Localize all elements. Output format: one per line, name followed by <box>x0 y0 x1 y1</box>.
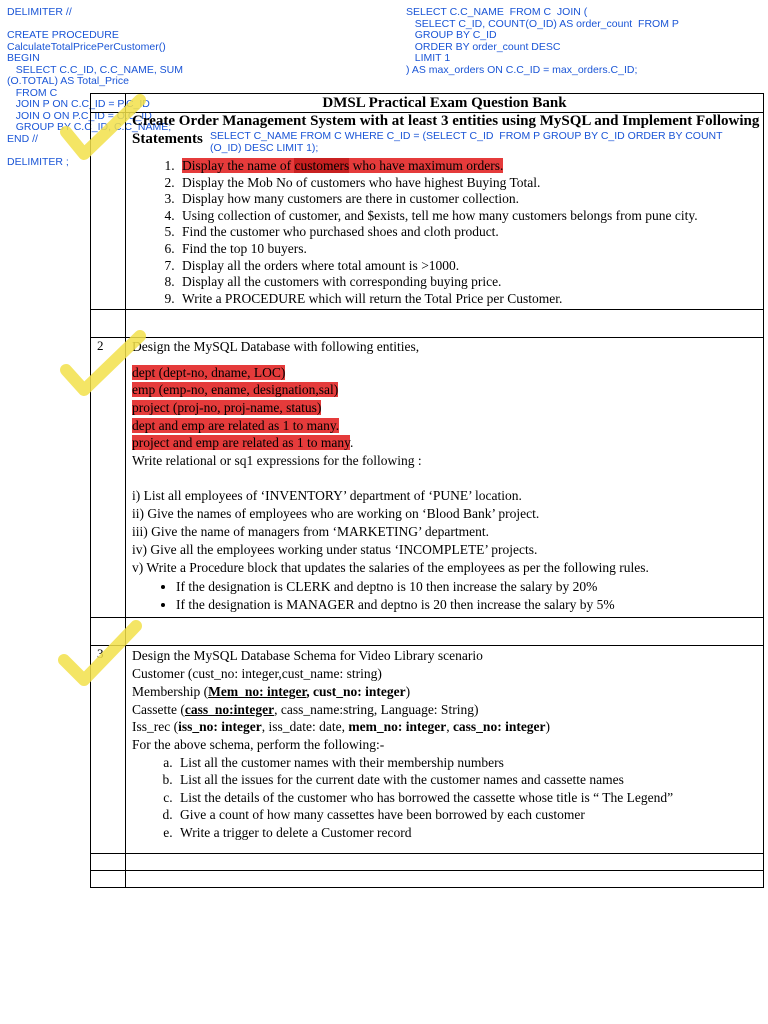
spacer-cell <box>126 618 764 646</box>
q1-item: 2. Display the Mob No of customers who have highest Buying Total. <box>178 175 763 192</box>
q2-entity-project: project (proj-no, proj-name, status) <box>132 400 322 416</box>
q3-membership: Membership (Mem_no: integer, cust_no: integer) <box>132 683 411 699</box>
spacer-cell <box>91 854 126 871</box>
question-3-number: 3 <box>91 646 126 854</box>
question-2-number: 2 <box>91 338 126 618</box>
q1-item <box>178 158 763 175</box>
q3-task: d. Give a count of how many cassettes have been borrowed by each customer <box>176 806 763 824</box>
checkmark-icon <box>56 616 146 696</box>
select-annotation: SELECT C.C_NAME FROM C JOIN ( SELECT C_ID, COUNT(O_ID) AS order_count FROM P GROUP BY C_ID ORDER BY order_count DESC LIMIT 1 ) AS max_orders ON C.C_ID = max_orders.C_ID; <box>406 6 679 76</box>
q1-item: 7. Display all the orders where total amount is >1000. <box>178 258 763 275</box>
question-3-content <box>126 646 764 854</box>
q2-rule: • If the designation is MANAGER and deptno is 20 then increase the salary by 5% <box>176 596 763 614</box>
q1-item-1-highlight: Display the name of customers who have maximum orders. <box>182 158 504 173</box>
checkmark-icon <box>58 92 148 172</box>
document-title: DMSL Practical Exam Question Bank <box>126 94 764 113</box>
question-1-content <box>126 113 764 310</box>
q1-item: 5. Find the customer who purchased shoes and cloth product. <box>178 224 763 241</box>
q1-list <box>132 158 763 307</box>
q3-intro: Design the MySQL Database Schema for Video Library scenario <box>132 648 483 664</box>
q2-relation-dept-emp: dept and emp are related as 1 to many. <box>132 417 340 433</box>
checkmark-icon <box>58 330 148 410</box>
q3-task: c. List the details of the customer who has borrowed the cassette whose title is “ The Legend” <box>176 789 763 807</box>
q1-item: 6. Find the top 10 buyers. <box>178 241 763 258</box>
procedure-annotation: DELIMITER // CREATE PROCEDURE CalculateTotalPricePerCustomer() BEGIN SELECT C.C_ID, C.C_NAME, SUM (O.TOTAL) AS Total_Price FROM C JOIN P ON C.C_ID = P.C_ID JOIN O ON P.C_ID = O.C_ID GROUP BY C.C_ID, C.C_NAME; END // DELIMITER ; <box>7 6 184 168</box>
q1-item: 4. Using collection of customer, and $exists, tell me how many customers belongs from pune city. <box>178 208 763 225</box>
q1-item: 9. Write a PROCEDURE which will return the Total Price per Customer. <box>178 291 763 308</box>
q2-intro: Design the MySQL Database with following entities, <box>132 339 420 355</box>
q2-task: ii) Give the names of employees who are working on ‘Blood Bank’ project. <box>132 506 540 522</box>
q3-task: b. List all the issues for the current date with the customer names and cassette names <box>176 771 763 789</box>
q3-perform: For the above schema, perform the following:- <box>132 736 385 752</box>
q2-task: iv) Give all the employees working under status ‘INCOMPLETE’ projects. <box>132 541 538 557</box>
spacer-cell <box>91 871 126 888</box>
q3-tasks <box>132 754 763 842</box>
q1-heading: Create Order Management System with at least 3 entities using MySQL and Implement Following <box>132 113 760 129</box>
question-2-content: Design the MySQL Database with following entities, dept (dept-no, dname, LOC) emp (emp-no, ename, designation,sal) project (proj-no, proj-name, status) dept and emp are related as 1 to many. project and emp are related as 1 to many. Write relational or sq1 expressions for the following : i) List all employees of ‘INVENTORY’ department of ‘PUNE’ location. ii) Give the names of employees who are working on ‘Blood Bank’ project. iii) Give the name of managers from ‘MARKETING’ department. iv) Give all the employees working under status ‘INCOMPLETE’ projects. v) Write a Procedure block that updates the salaries of the employees as per the following rules. • If the designation is CLERK and deptno is 10 then increase the salary by 20% • If the designation is MANAGER and deptno is 20 then increase the salary by 5% <box>126 338 764 618</box>
q2-task: v) Write a Procedure block that updates the salaries of the employees as per the following rules. <box>132 559 649 575</box>
q1-heading-statements: Statements <box>132 131 203 147</box>
q2-entity-dept: dept (dept-no, dname, LOC) <box>132 364 286 380</box>
spacer-cell <box>126 854 764 871</box>
q2-task: iii) Give the name of managers from ‘MARKETING’ department. <box>132 524 490 539</box>
q2-entity-emp: emp (emp-no, ename, designation,sal) <box>132 382 339 398</box>
q2-write-line: Write relational or sq1 expressions for the following : <box>132 452 422 468</box>
spacer-cell <box>126 871 764 888</box>
q2-relation-project-emp: project and emp are related as 1 to many <box>132 435 351 451</box>
q3-iss-rec: Iss_rec (iss_no: integer, iss_date: date, mem_no: integer, cass_no: integer) <box>132 719 551 735</box>
q2-task: i) List all employees of ‘INVENTORY’ department of ‘PUNE’ location. <box>132 488 522 504</box>
q1-item: 8. Display all the customers with corresponding buying price. <box>178 274 763 291</box>
q2-rule: • If the designation is CLERK and deptno is 10 then increase the salary by 20% <box>176 578 763 596</box>
q3-customer: Customer (cust_no: integer,cust_name: string) <box>132 666 382 682</box>
q1-item: 3. Display how many customers are there in customer collection. <box>178 191 763 208</box>
q2-rules <box>132 578 763 614</box>
spacer-cell <box>126 310 764 338</box>
q3-task: a. List all the customer names with their membership numbers <box>176 754 763 772</box>
q3-cassette: Cassette (cass_no:integer, cass_name:string, Language: String) <box>132 701 479 717</box>
q3-task: e. Write a trigger to delete a Customer record <box>176 824 763 842</box>
question-table <box>90 93 764 888</box>
inline-sql-annotation: SELECT C_NAME FROM C WHERE C_ID = (SELECT C_ID FROM P GROUP BY C_ID ORDER BY COUNT (O_ID) DESC LIMIT 1); <box>210 130 723 154</box>
